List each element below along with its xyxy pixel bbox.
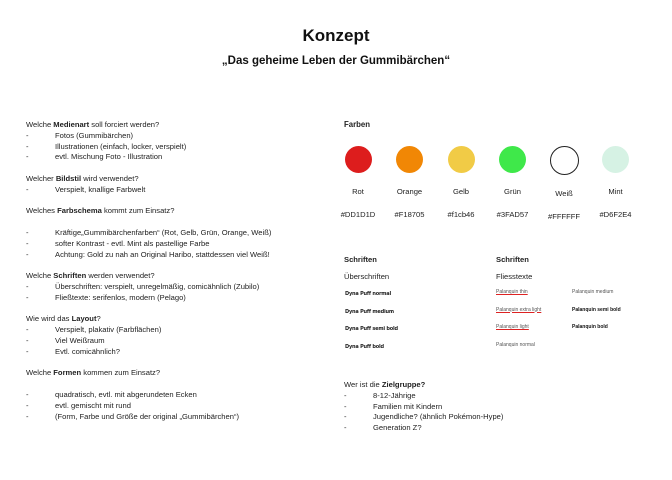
swatch-name: Weiß [555, 189, 573, 198]
list-item: - 8-12-Jährige [344, 391, 644, 402]
font-sample: Palanquin thin [496, 289, 528, 295]
list-item: - Fließtexte: serifenlos, modern (Pelago) [26, 293, 326, 304]
schriften-heading: Schriften [496, 255, 529, 264]
swatch-circle [396, 146, 423, 173]
zielgruppe-section [344, 380, 644, 434]
font-sample: Palanquin extra light [496, 306, 542, 313]
list-item: - Fotos (Gummibärchen) [26, 131, 326, 142]
font-sample: Dyna Puff medium [345, 308, 394, 315]
swatch-name: Mint [608, 187, 623, 196]
list-item: - quadratisch, evtl. mit abgerundeten Ecken [26, 390, 326, 401]
list-item: - Illustrationen (einfach, locker, verspielt) [26, 142, 326, 153]
list-item: - evtl. gemischt mit rund [26, 401, 326, 412]
list-item: - Kräftige„Gummibärchenfarben“ (Rot, Gelb, Grün, Orange, Weiß) [26, 228, 326, 239]
palanquin-samples-col1 [496, 289, 541, 359]
swatch-hex: #DD1D1D [340, 210, 376, 219]
zielgruppe-question: Wer ist die Zielgruppe? [344, 380, 426, 389]
question-heading: Wie wird das Layout? [26, 314, 101, 324]
swatch-name: Gelb [452, 187, 470, 196]
list-item: - Achtung: Gold zu nah an Original Haribo, stattdessen viel Weiß! [26, 250, 326, 261]
question-heading: Welche Medienart soll forciert werden? [26, 120, 160, 129]
swatch-circle [448, 146, 475, 173]
swatch-circle [602, 146, 629, 173]
questions-column [26, 120, 326, 422]
swatch-name: Orange [396, 187, 423, 196]
swatch-hex: #FFFFFF [547, 212, 581, 221]
swatch-name: Rot [352, 187, 364, 196]
list-item: - Verspielt, knallige Farbwelt [26, 185, 326, 196]
swatch-hex: #3FAD57 [496, 210, 529, 219]
list-item: - Familien mit Kindern [344, 402, 644, 413]
schriften-subheading: Überschriften [344, 272, 390, 281]
font-sample: Palanquin medium [572, 289, 614, 295]
font-sample: Dyna Puff normal [345, 291, 391, 297]
page-subtitle: „Das geheime Leben der Gummibärchen“ [221, 55, 451, 67]
list-item: - Generation Z? [344, 423, 644, 434]
farben-heading: Farben [344, 120, 370, 129]
swatch-hex: #f1cb46 [447, 210, 475, 219]
font-sample: Palanquin light [496, 324, 529, 330]
swatch-hex: #F18705 [394, 210, 425, 219]
question-heading: Welche Schriften werden verwendet? [26, 271, 155, 281]
schriften-body-block [496, 255, 532, 281]
list-item: - Jugendliche? (ähnlich Pokémon-Hype) [344, 412, 644, 423]
list-item: - softer Kontrast - evtl. Mint als pastellige Farbe [26, 239, 326, 250]
swatch-circle [550, 146, 579, 175]
list-item: - evtl. Mischung Foto - Illustration [26, 152, 326, 163]
swatch-name: Grün [504, 187, 521, 196]
font-sample: Palanquin semi bold [572, 306, 621, 313]
schriften-heading: Schriften [344, 255, 377, 264]
list-item: - (Form, Farbe und Größe der original „Gummibärchen“) [26, 412, 326, 423]
swatch-circle [499, 146, 526, 173]
swatch-circle [345, 146, 372, 173]
font-sample: Palanquin normal [496, 341, 535, 348]
font-sample: Palanquin bold [572, 324, 608, 330]
schriften-headings-block [344, 255, 389, 281]
schriften-subheading: Fliesstexte [496, 272, 533, 281]
question-heading: Welcher Bildstil wird verwendet? [26, 173, 139, 183]
page-title: Konzept [302, 26, 370, 45]
list-item: - Evtl. comicähnlich? [26, 347, 326, 358]
list-item: - Überschriften: verspielt, unregelmäßig, comicähnlich (Zubilo) [26, 282, 326, 293]
question-heading: Welches Farbschema kommt zum Einsatz? [26, 206, 175, 216]
color-swatch [586, 146, 646, 219]
font-sample: Dyna Puff bold [345, 343, 384, 350]
list-item: - Viel Weißraum [26, 336, 326, 347]
palanquin-samples-col2 [572, 289, 621, 342]
font-sample: Dyna Puff semi bold [345, 326, 398, 332]
dyna-puff-samples [345, 291, 398, 361]
list-item: - Verspielt, plakativ (Farbflächen) [26, 325, 326, 336]
swatch-hex: #D6F2E4 [599, 210, 632, 219]
question-heading: Welche Formen kommen zum Einsatz? [26, 368, 161, 378]
